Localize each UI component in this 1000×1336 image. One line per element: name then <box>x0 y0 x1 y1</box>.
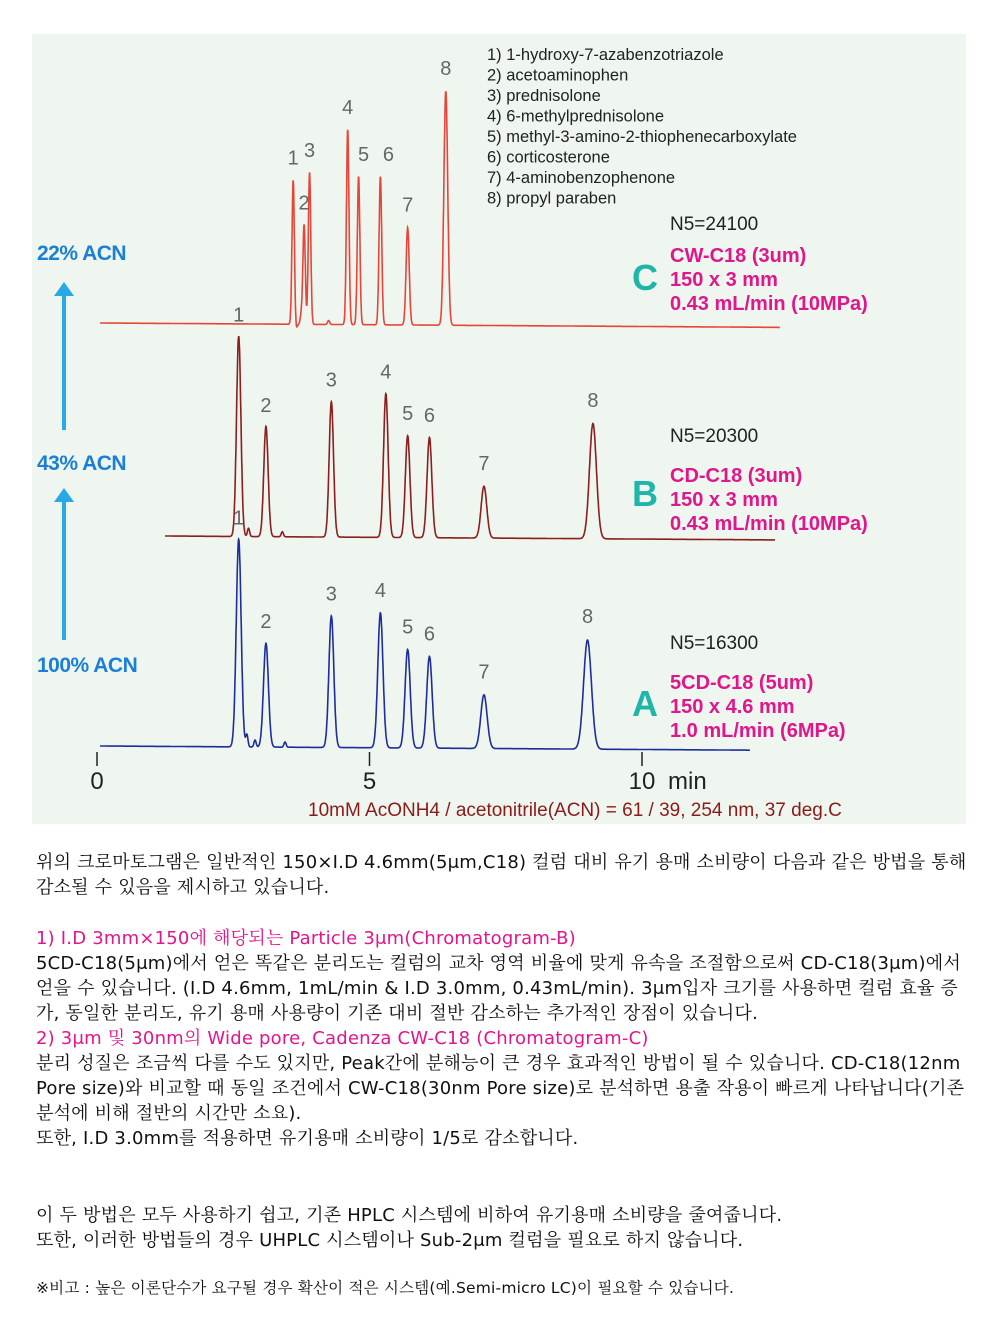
peak-label-B-7: 7 <box>478 453 490 476</box>
method1-heading: 1) I.D 3mm×150에 해당되는 Particle 3μm(Chromatogram-B) <box>36 928 576 949</box>
conditions-text: 10mM AcONH4 / acetonitrile(ACN) = 61 / 39, 254 nm, 37 deg.C <box>308 800 842 821</box>
compound-legend-8: 8) propyl paraben <box>487 189 617 208</box>
column-info-B-2: 0.43 mL/min (10MPa) <box>670 513 868 535</box>
peak-label-C-5: 5 <box>358 143 370 166</box>
acn-label-0: 22% ACN <box>37 242 127 265</box>
plates-A: N5=16300 <box>670 633 759 654</box>
peak-label-B-6: 6 <box>423 404 436 427</box>
intro-paragraph: 위의 크로마토그램은 일반적인 150×I.D 4.6mm(5μm,C18) 컬럼 대비 유기 용매 소비량이 다음과 같은 방법을 통해 감소될 수 있음을 제시하고 있습니다. <box>36 852 967 898</box>
peak-label-B-4: 4 <box>380 361 392 384</box>
column-info-A-0: 5CD-C18 (5um) <box>670 672 814 694</box>
method2-extra: 또한, I.D 3.0mm를 적용하면 유기용매 소비량이 1/5로 감소합니다. <box>36 1128 579 1149</box>
peak-label-B-2: 2 <box>260 394 272 417</box>
peak-label-B-5: 5 <box>402 403 414 426</box>
trace-letter-A: A <box>632 683 658 724</box>
trace-letter-B: B <box>632 473 658 514</box>
compound-legend-7: 7) 4-aminobenzophenone <box>487 169 676 187</box>
trace-letter-C: C <box>632 257 658 298</box>
peak-label-A-2: 2 <box>260 611 272 634</box>
peak-label-A-7: 7 <box>478 661 490 684</box>
x-tick-label-5: 5 <box>362 768 377 795</box>
compound-legend-6: 6) corticosterone <box>487 148 610 167</box>
summary-line-1: 이 두 방법은 모두 사용하기 쉽고, 기존 HPLC 시스템에 비하여 유기용매 소비량을 줄여줍니다. <box>36 1205 783 1226</box>
summary-text <box>36 1203 980 1253</box>
peak-label-C-1: 1 <box>287 147 299 170</box>
compound-legend-3: 3) prednisolone <box>487 87 601 105</box>
note-text <box>36 1276 980 1301</box>
column-info-C-1: 150 x 3 mm <box>670 269 778 291</box>
column-info-A-1: 150 x 4.6 mm <box>670 696 795 718</box>
method2-body: 분리 성질은 조금씩 다를 수도 있지만, Peak간에 분해능이 큰 경우 효과적인 방법이 될 수 있습니다. CD-C18(12nm Pore size)와 비교할 때 동일 조건에서 CW-C18(30nm Pore size)로 분석하면 용출 작용이 빠르게 나타납니다(기존 분석에 비해 절반의 시간만 소요). <box>36 1053 965 1124</box>
summary-line-2: 또한, 이러한 방법들의 경우 UHPLC 시스템이나 Sub-2μm 컬럼을 필요로 하지 않습니다. <box>36 1230 744 1251</box>
plates-C: N5=24100 <box>670 214 759 235</box>
column-info-C-2: 0.43 mL/min (10MPa) <box>670 293 868 315</box>
note-line: ※비고 : 높은 이론단수가 요구될 경우 확산이 적은 시스템(예.Semi-micro LC)이 필요할 수 있습니다. <box>36 1279 735 1297</box>
peak-label-B-3: 3 <box>325 369 337 392</box>
peak-label-C-4: 4 <box>342 97 354 119</box>
method2-heading: 2) 3μm 및 30nm의 Wide pore, Cadenza CW-C18 (Chromatogram-C) <box>36 1028 649 1049</box>
peak-label-A-8: 8 <box>581 606 594 629</box>
acn-label-2: 100% ACN <box>37 654 138 677</box>
trace-line-C <box>100 91 780 327</box>
compound-legend-1: 1) 1-hydroxy-7-azabenzotriazole <box>487 46 724 64</box>
peak-label-C-2: 2 <box>298 192 310 215</box>
x-axis-unit: min <box>668 768 707 795</box>
peak-label-A-5: 5 <box>402 616 414 639</box>
method1-body: 5CD-C18(5μm)에서 얻은 똑같은 분리도는 컬럼의 교차 영역 비율에 맞게 유속을 조절함으로써 CD-C18(3μm)에서 얻을 수 있습니다. (I.D 4.6mm, 1mL/min & I.D 3.0mm, 0.43mL/min). 3μm입자 크기를 사용하면 컬럼 효율 증가, 동일한 분리도, 유기 용매 사용량이 기존 대비 절반 감소하는 추가적인 장점이 있습니다. <box>36 953 961 1024</box>
peak-label-B-8: 8 <box>587 389 599 412</box>
peak-label-A-6: 6 <box>423 623 436 646</box>
peak-label-A-1: 1 <box>233 507 245 530</box>
column-info-A-2: 1.0 mL/min (6MPa) <box>670 720 846 742</box>
methods-text <box>36 926 980 1151</box>
peak-label-A-3: 3 <box>325 583 337 606</box>
x-tick-label-10: 10 <box>628 768 656 795</box>
description-text <box>36 850 980 900</box>
compound-legend-5: 5) methyl-3-amino-2-thiophenecarboxylate <box>487 128 797 146</box>
x-tick-label-0: 0 <box>90 768 104 795</box>
peak-label-C-6: 6 <box>382 143 394 166</box>
acn-label-1: 43% ACN <box>37 452 127 475</box>
column-info-B-0: CD-C18 (3um) <box>670 465 803 487</box>
compound-legend-2: 2) acetoaminophen <box>487 66 629 85</box>
acn-arrow-head-1 <box>54 488 74 502</box>
acn-arrow-head-0 <box>54 282 74 296</box>
peak-label-C-3: 3 <box>303 139 316 162</box>
peak-label-B-1: 1 <box>233 304 245 327</box>
column-info-C-0: CW-C18 (3um) <box>670 245 807 267</box>
plates-B: N5=20300 <box>670 426 759 447</box>
peak-label-C-8: 8 <box>440 58 452 80</box>
compound-legend-4: 4) 6-methylprednisolone <box>487 107 665 126</box>
column-info-B-1: 150 x 3 mm <box>670 489 778 511</box>
peak-label-C-7: 7 <box>402 194 414 217</box>
peak-label-A-4: 4 <box>374 580 386 603</box>
